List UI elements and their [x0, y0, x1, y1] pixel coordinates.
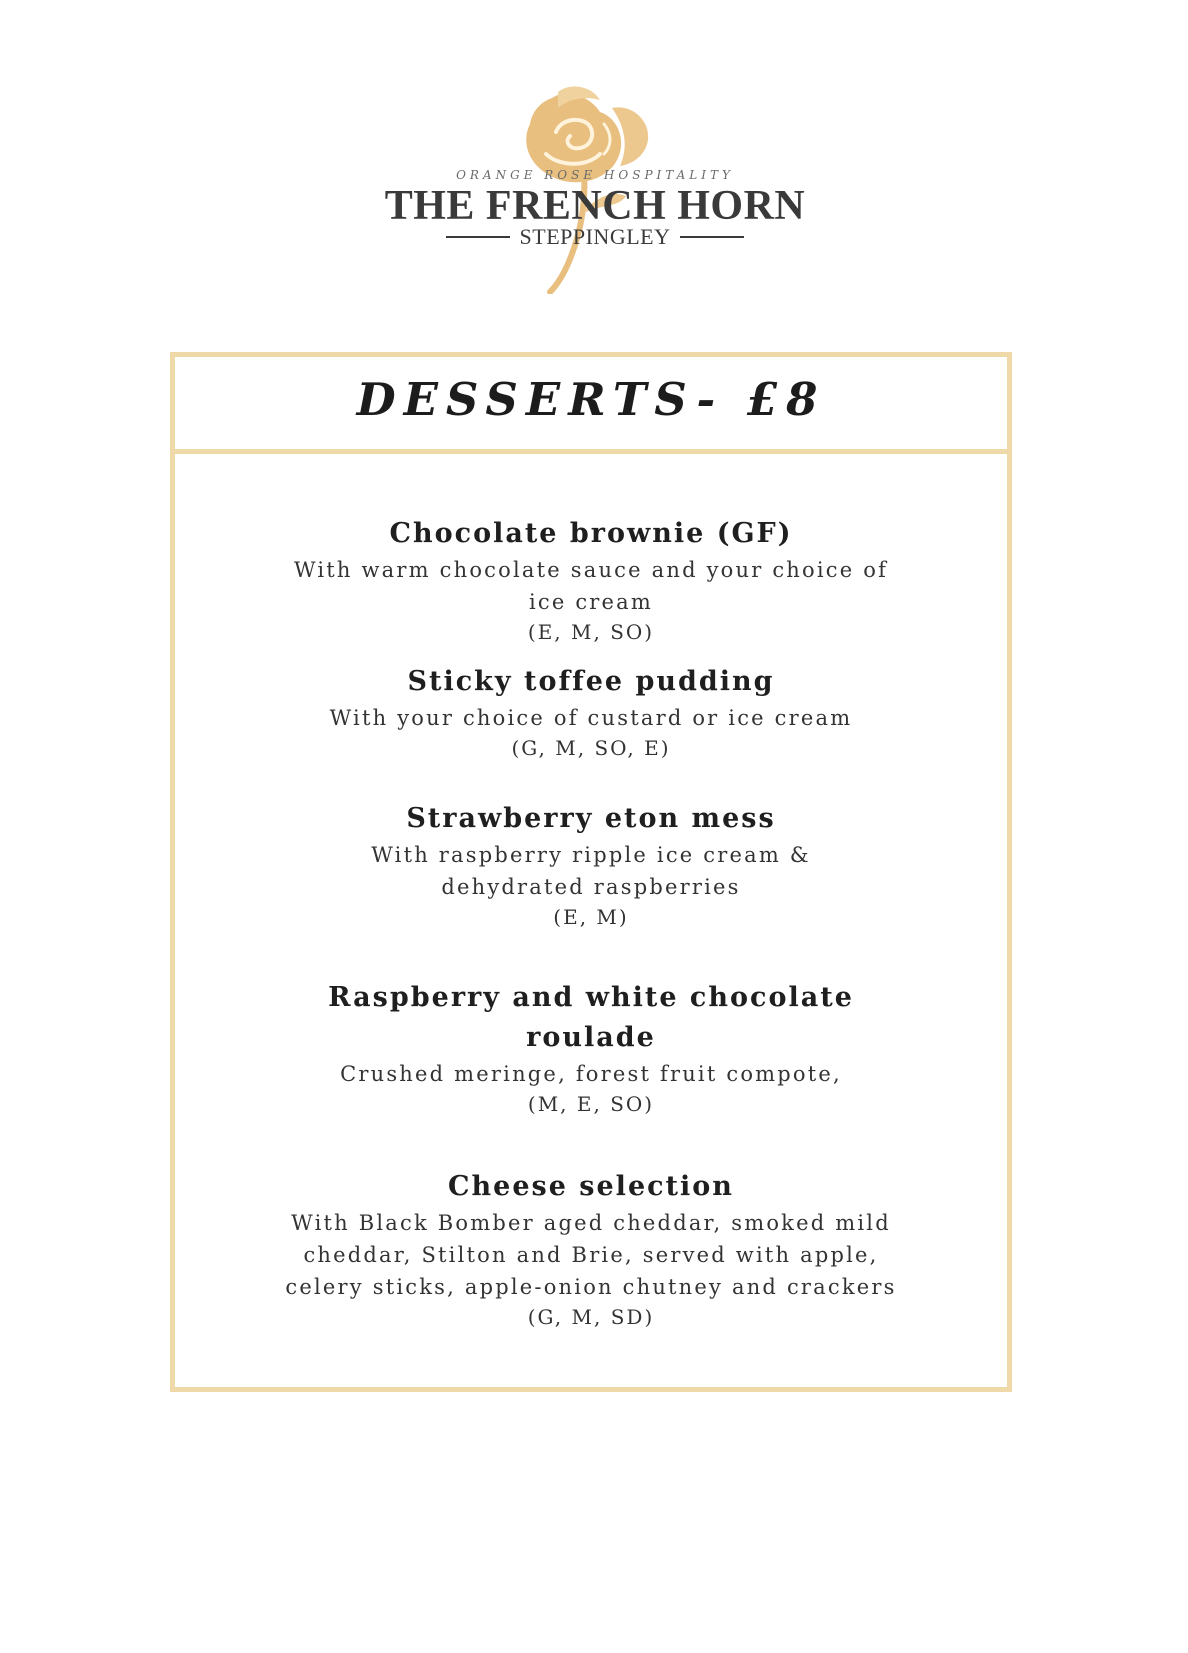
- brand-group: ORANGE ROSE HOSPITALITY: [456, 168, 734, 182]
- item-description: dehydrated raspberries: [441, 875, 741, 899]
- item-name: Chocolate brownie (GF): [389, 518, 793, 549]
- brand-logo: [360, 84, 830, 294]
- item-allergens: (G, M, SD): [527, 1305, 655, 1329]
- item-name: roulade: [526, 1022, 656, 1053]
- brand-location-row: [360, 224, 830, 250]
- item-allergens: (M, E, SO): [527, 1092, 655, 1116]
- item-description: cheddar, Stilton and Brie, served with apple,: [303, 1243, 879, 1267]
- menu-title: DESSERTS- £8: [356, 373, 826, 426]
- item-name: Raspberry and white chocolate: [328, 982, 854, 1013]
- menu-header: [175, 357, 1007, 454]
- divider-left: [446, 236, 510, 238]
- item-name: Cheese selection: [448, 1171, 734, 1202]
- item-description: celery sticks, apple-onion chutney and crackers: [285, 1275, 897, 1299]
- divider-right: [680, 236, 744, 238]
- menu-item-strawberry-eton-mess: [175, 799, 1007, 931]
- brand-name: THE FRENCH HORN: [384, 183, 806, 229]
- item-description: With Black Bomber aged cheddar, smoked mild: [291, 1211, 891, 1235]
- menu-frame: [170, 352, 1012, 1392]
- menu-item-raspberry-roulade: [175, 978, 1007, 1118]
- item-name: Strawberry eton mess: [406, 803, 776, 834]
- item-name: Sticky toffee pudding: [407, 666, 775, 697]
- brand-location: STEPPINGLEY: [519, 224, 671, 249]
- menu-item-cheese-selection: [175, 1167, 1007, 1331]
- item-allergens: (E, M, SO): [527, 620, 655, 644]
- item-description: With your choice of custard or ice cream: [329, 706, 853, 730]
- item-allergens: (E, M): [553, 905, 629, 929]
- item-allergens: (G, M, SO, E): [511, 736, 671, 760]
- item-description: ice cream: [528, 590, 654, 614]
- menu-item-chocolate-brownie: [175, 514, 1007, 646]
- item-description: With warm chocolate sauce and your choice of: [293, 558, 889, 582]
- item-description: With raspberry ripple ice cream &: [371, 843, 811, 867]
- menu-item-sticky-toffee-pudding: [175, 662, 1007, 762]
- item-description: Crushed meringe, forest fruit compote,: [340, 1062, 842, 1086]
